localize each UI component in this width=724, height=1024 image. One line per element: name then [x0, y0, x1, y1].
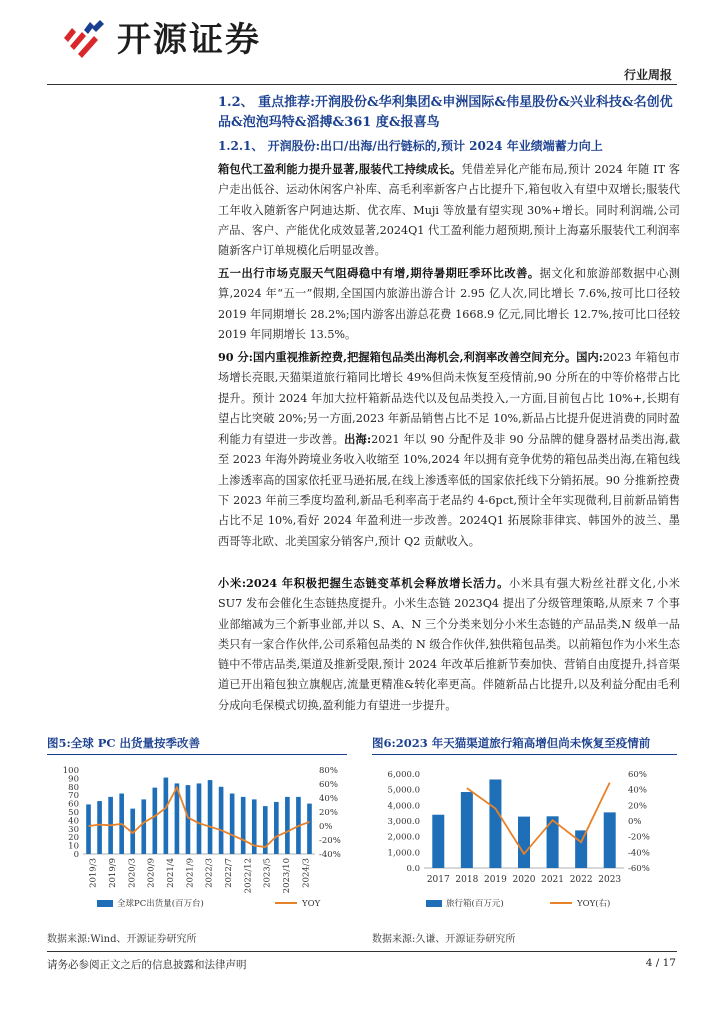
bar [219, 787, 224, 854]
x-axis-tick-label: 2018 [455, 875, 479, 885]
right-axis-tick-label: 40% [319, 794, 338, 804]
pc-shipments-chart [47, 758, 347, 928]
bar [518, 817, 530, 868]
left-axis-tick-label: 2,000.0 [387, 832, 420, 843]
yoy-line [467, 783, 610, 854]
paragraph-body: 2023 年箱包市场增长亮眼,天猫渠道旅行箱同比增长 49%但尚未恢复至疫情前,90 分所在的中等价格带占比提升。预计 2024 年加大拉杆箱新品迭代以及包品类投入,一方面,目前包占比 10%+,长期有望占比突破 20%;另一方面,2023 年新品销售占比不足 10%,新品占比提升促进消费的同时盈利能力有望进一步改善。 [218, 351, 680, 447]
left-axis-tick-label: 0.0 [406, 864, 420, 874]
bar [274, 802, 279, 854]
left-axis-tick-label: 60 [68, 799, 79, 810]
bar [141, 799, 146, 854]
paragraph-bag-oem [218, 159, 680, 261]
legend-label-line: YOY [302, 899, 321, 909]
right-axis-tick-label: -20% [319, 836, 341, 846]
left-axis-tick-label: 90 [68, 774, 79, 785]
bar [164, 778, 169, 854]
paragraph-lead: 小米:2024 年积极把握生态链变革机会释放增长活力。 [218, 576, 510, 590]
figure-6-title: 图6:2023 年天猫渠道旅行箱高增但尚未恢复至疫情前 [372, 736, 651, 750]
right-axis-tick-label: 40% [628, 785, 647, 796]
legend-label-bars: 全球PC出货量(百万台) [117, 899, 204, 909]
bar [461, 792, 473, 868]
left-axis-tick-label: 5,000.0 [387, 785, 420, 796]
legend-label-line: YOY(右) [577, 899, 611, 909]
x-axis-tick-label: 2023/5 [262, 858, 273, 888]
brand-name: 开源证券 [117, 20, 261, 60]
left-axis-tick-label: 100 [62, 766, 79, 776]
figure-5-rule [47, 754, 347, 755]
right-axis-tick-label: 0% [319, 822, 333, 832]
x-axis-tick-label: 2021/9 [185, 858, 196, 888]
legend-label-bars: 旅行箱(百万元) [446, 899, 504, 909]
left-axis-tick-label: 4,000.0 [387, 801, 420, 812]
x-axis-tick-label: 2019/3 [88, 858, 99, 888]
x-axis-tick-label: 2020 [512, 875, 536, 885]
bar [241, 797, 246, 854]
right-axis-tick-label: -40% [319, 850, 341, 860]
figure-5-title: 图5:全球 PC 出货量按季改善 [47, 736, 201, 750]
paragraph-body: 据文化和旅游部数据中心测算,2024 年“五一”假期,全国国内旅游出游合计 2.95 亿人次,同比增长 7.6%,按可比口径较 2019 年同期增长 28.2%;国内游客出游总花费 1668.9 亿元,同比增长 12.7%,按可比口径较 2019 年同期增长 13.5%。 [218, 267, 680, 341]
bar [230, 794, 235, 854]
left-axis-tick-label: 50 [68, 808, 79, 818]
legend-swatch-bars [426, 900, 442, 907]
x-axis-tick-label: 2023 [598, 875, 622, 885]
figure-6-source: 数据来源:久谦、开源证券研究所 [372, 934, 516, 945]
x-axis-tick-label: 2022/12 [243, 858, 254, 894]
x-axis-tick-label: 2021/4 [165, 858, 176, 888]
right-axis-tick-label: 20% [628, 801, 647, 812]
right-axis-tick-label: -40% [628, 848, 650, 859]
right-axis-tick-label: 20% [319, 808, 338, 818]
brand-logo-icon [58, 16, 110, 62]
footer-divider [47, 951, 677, 952]
left-axis-tick-label: 6,000.0 [387, 770, 420, 780]
paragraph-lead: 五一出行市场克服天气阻碍稳中有增,期待暑期旺季环比改善。 [218, 266, 540, 280]
header-divider [47, 84, 677, 85]
bar [197, 783, 202, 854]
left-axis-tick-label: 40 [68, 816, 79, 827]
left-axis-tick-label: 3,000.0 [387, 817, 420, 827]
right-axis-tick-label: -20% [628, 832, 650, 843]
x-axis-tick-label: 2024/3 [301, 858, 312, 888]
x-axis-tick-label: 2022/3 [204, 858, 215, 888]
bar [285, 797, 290, 854]
left-axis-tick-label: 0 [73, 850, 79, 860]
x-axis-tick-label: 2020/9 [146, 858, 157, 888]
right-axis-tick-label: 80% [319, 766, 338, 776]
bar [604, 812, 616, 868]
left-axis-tick-label: 30 [68, 824, 79, 835]
right-axis-tick-label: 60% [319, 780, 338, 790]
paragraph-may-day-travel [218, 263, 680, 345]
figure-5-source: 数据来源:Wind、开源证券研究所 [47, 934, 197, 945]
bar [575, 830, 587, 868]
disclaimer-note: 请务必参阅正文之后的信息披露和法律声明 [47, 959, 247, 971]
figure-6-rule [372, 754, 677, 755]
legend-swatch-bars [97, 900, 113, 907]
left-axis-tick-label: 70 [68, 791, 79, 802]
bar [307, 804, 312, 854]
section-heading: 1.2、 重点推荐:开润股份&华利集团&申洲国际&伟星股份&兴业科技&名创优品&泡泡玛特&滔搏&361 度&报喜鸟 [218, 95, 673, 130]
paragraph-lead: 箱包代工盈利能力提升显著,服装代工持续成长。 [218, 162, 462, 176]
paragraph-xiaomi [218, 573, 680, 716]
tmall-luggage-chart [372, 758, 677, 928]
bar [152, 788, 157, 854]
left-axis-tick-label: 1,000.0 [387, 848, 420, 859]
left-axis-tick-label: 20 [68, 833, 79, 844]
x-axis-tick-label: 2021 [541, 875, 565, 885]
x-axis-tick-label: 2017 [426, 875, 450, 885]
x-axis-tick-label: 2020/3 [127, 858, 138, 888]
left-axis-tick-label: 10 [68, 841, 79, 852]
x-axis-tick-label: 2022 [569, 875, 593, 885]
x-axis-tick-label: 2019/9 [107, 858, 118, 888]
right-axis-tick-label: -60% [628, 864, 650, 874]
x-axis-tick-label: 2023/10 [281, 858, 292, 894]
bar [186, 785, 191, 854]
paragraph-body-overseas: 2021 年以 90 分配件及非 90 分品牌的健身器材品类出海,截至 2023 年海外跨境业务收入收缩至 10%,2024 年以拥有竞争优势的箱包品类出海,在箱包线上渗透率高的国家依托亚马逊拓展,在线上渗透率低的国家依托线下分销拓展。90 分推新控费下 2023 年前三季度均盈利,新品毛利率高于老品约 4-6pct,预计全年实现微利,目前新品销售占比不足 10%,看好 2024 年盈利进一步改善。2024Q1 拓展除菲律宾、韩国外的波兰、墨西哥等北欧、北美国家分销客户,预计 Q2 贡献收入。 [218, 433, 680, 548]
paragraph-lead: 90 分:国内重视推新控费,把握箱包品类出海机会,利润率改善空间充分。国内: [218, 350, 603, 364]
left-axis-tick-label: 80 [68, 782, 79, 793]
bar [86, 804, 91, 854]
bar [432, 815, 444, 868]
subsection-heading: 1.2.1、 开润股份:出口/出海/出行链标的,预计 2024 年业绩端蓄力向上 [218, 139, 603, 153]
bar [208, 780, 213, 854]
paragraph-lead-overseas: 出海: [344, 432, 372, 447]
bar [97, 801, 102, 854]
right-axis-tick-label: 60% [628, 770, 647, 780]
document-type-label: 行业周报 [623, 68, 672, 82]
x-axis-tick-label: 2019 [483, 875, 507, 885]
paragraph-body: 凭借差异化产能布局,预计 2024 年随 IT 客户走出低谷、运动休闲客户补库、高毛利率新客户占比提升下,箱包收入有望中双增长;服装代工年收入随新客户阿迪达斯、优衣库、Muji 等放量有望实现 30%+增长。同时利润端,公司产品、客户、产能优化成效显著,2024Q1 代工盈利能力超预期,预计上海嘉乐服装代工利润率随新客户订单规模化后明显改善。 [218, 163, 680, 258]
x-axis-tick-label: 2022/7 [223, 858, 234, 888]
bar [489, 779, 501, 868]
paragraph-90fen [218, 347, 680, 552]
right-axis-tick-label: 0% [628, 817, 642, 827]
paragraph-body: 小米具有强大粉丝社群文化,小米 SU7 发布会催化生态链热度提升。小米生态链 2023Q4 提出了分级管理策略,从原来 7 个事业部缩减为三个新事业部,并以 S、A、N 三个分类来划分小米生态链的产品品类,N 级单一品类只有一家合作伙伴,公司系箱包品类的 N 级合作伙伴,独供箱包品类。以前箱包作为小米生态链中不带店品类,渠道及推新受限,预计 2024 年改革后推新节奏加快、营销自由度提升,抖音渠道已开出箱包独立旗舰店,流量更精准&转化率更高。伴随新品占比提升,以及利益分配由毛利分成向毛保模式切换,盈利能力有望进一步提升。 [218, 577, 680, 712]
page-number: 4 / 17 [645, 957, 676, 969]
